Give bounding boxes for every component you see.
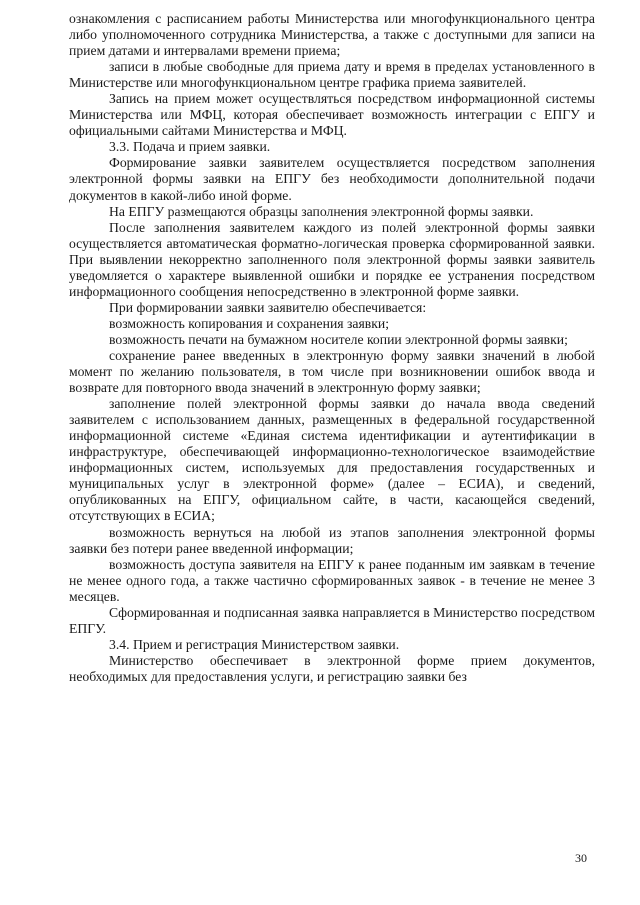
section-heading-3-4: 3.4. Прием и регистрация Министерством заявки.: [109, 636, 400, 652]
paragraph-15: Сформированная и подписанная заявка направляется в Министерство посредством ЕПГУ.: [69, 604, 595, 636]
paragraph-8: При формировании заявки заявителю обеспечивается:: [109, 299, 427, 315]
paragraph-12: заполнение полей электронной формы заявки до начала ввода сведений заявителем с использованием данных, размещенных в федеральной государственной информационной системе «Единая система идентификации и аутентификации в инфраструктуре, обеспечивающей информационно-технологическое взаимодействие информационных систем, используемых для предоставления государственных и муниципальных услуг в электронной форме» (далее – ЕСИА), и сведений, опубликованных на ЕПГУ, официальном сайте, в части, касающейся сведений, отсутствующих в ЕСИА;: [69, 396, 595, 524]
page-number: 30: [575, 851, 587, 865]
paragraph-2: записи в любые свободные для приема дату и время в пределах установленного в Министерстве или многофункциональном центре графика приема заявителей.: [69, 59, 595, 91]
paragraph-13: возможность вернуться на любой из этапов заполнения электронной формы заявки без потери ранее введенной информации;: [69, 524, 595, 556]
paragraph-6: На ЕПГУ размещаются образцы заполнения электронной формы заявки.: [109, 203, 534, 219]
paragraph-9: возможность копирования и сохранения заявки;: [109, 315, 390, 331]
paragraph-1: ознакомления с расписанием работы Министерства или многофункционального центра либо уполномоченного сотрудника Министерства, а также с доступными для записи на прием датами и интервалами времени приема;: [69, 11, 595, 59]
document-page: [69, 11, 595, 685]
paragraph-7: После заполнения заявителем каждого из полей электронной формы заявки осуществляется автоматическая форматно-логическая проверка сформированной заявки. При выявлении некорректно заполненного поля электронной формы заявки заявитель уведомляется о характере выявленной ошибки и порядке ее устранения посредством информационного сообщения непосредственно в электронной форме заявки.: [69, 219, 595, 299]
paragraph-5: Формирование заявки заявителем осуществляется посредством заполнения электронной формы заявки на ЕПГУ без необходимости дополнительной подачи документов в какой-либо иной форме.: [69, 155, 595, 203]
section-heading-3-3: 3.3. Подача и прием заявки.: [109, 139, 271, 155]
paragraph-14: возможность доступа заявителя на ЕПГУ к ранее поданным им заявкам в течение не менее одного года, а также частично сформированных заявок - в течение не менее 3 месяцев.: [69, 556, 595, 604]
paragraph-11: сохранение ранее введенных в электронную форму заявки значений в любой момент по желанию пользователя, в том числе при возникновении ошибок ввода и возврате для повторного ввода значений в электронную форму заявки;: [69, 347, 595, 396]
paragraph-3: Запись на прием может осуществляться посредством информационной системы Министерства или МФЦ, которая обеспечивает возможность интеграции с ЕПГУ и официальными сайтами Министерства и МФЦ.: [69, 91, 595, 139]
paragraph-10: возможность печати на бумажном носителе копии электронной формы заявки;: [109, 331, 568, 347]
paragraph-17: Министерство обеспечивает в электронной форме прием документов, необходимых для предоставления услуги, и регистрацию заявки без: [69, 652, 595, 684]
